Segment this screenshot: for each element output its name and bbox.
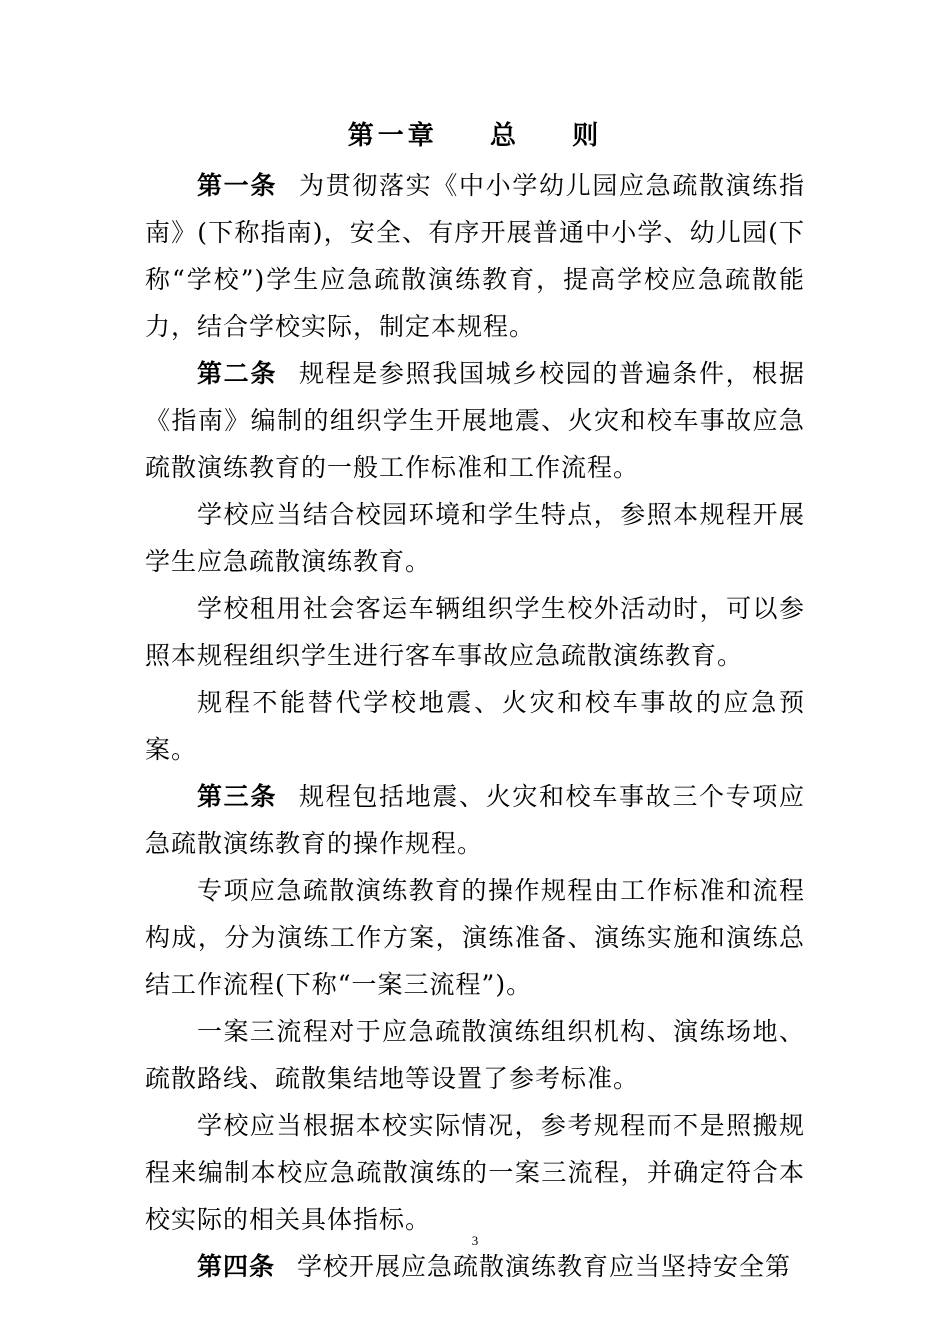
article-2-paragraph bbox=[145, 350, 805, 491]
paragraph-text: 为贯彻落实《中小学幼儿园应急疏散演练指南》(下称指南)，安全、有序开展普通中小学、幼儿园(下称“学校”)学生应急疏散演练教育，提高学校应急疏散能力，结合学校实际，制定本规程。 bbox=[145, 171, 805, 341]
paragraph-text: 规程包括地震、火灾和校车事故三个专项应急疏散演练教育的操作规程。 bbox=[145, 782, 805, 858]
paragraph-text: 学校应当根据本校实际情况，参考规程而不是照搬规程来编制本校应急疏散演练的一案三流程，并确定符合本校实际的相关具体指标。 bbox=[145, 1111, 805, 1234]
paragraph bbox=[145, 585, 805, 679]
article-4-paragraph bbox=[145, 1243, 805, 1290]
paragraph-text: 学校开展应急疏散演练教育应当坚持安全第 bbox=[297, 1252, 792, 1281]
paragraph-text: 专项应急疏散演练教育的操作规程由工作标准和流程构成，分为演练工作方案，演练准备、演练实施和演练总结工作流程(下称“一案三流程”)。 bbox=[145, 876, 805, 999]
paragraph-text: 规程是参照我国城乡校园的普遍条件，根据《指南》编制的组织学生开展地震、火灾和校车事故应急疏散演练教育的一般工作标准和工作流程。 bbox=[145, 359, 805, 482]
page-number: 3 bbox=[471, 1233, 479, 1248]
article-1-paragraph bbox=[145, 162, 805, 350]
article-label: 第一条 bbox=[197, 171, 277, 200]
paragraph bbox=[145, 679, 805, 773]
article-3-paragraph bbox=[145, 773, 805, 867]
article-label: 第二条 bbox=[197, 359, 277, 388]
paragraph bbox=[145, 491, 805, 585]
article-label: 第四条 bbox=[197, 1252, 276, 1281]
paragraph-text: 学校租用社会客运车辆组织学生校外活动时，可以参照本规程组织学生进行客车事故应急疏散演练教育。 bbox=[145, 594, 805, 670]
paragraph bbox=[145, 1008, 805, 1102]
body-text bbox=[145, 162, 805, 1290]
paragraph-text: 一案三流程对于应急疏散演练组织机构、演练场地、疏散路线、疏散集结地等设置了参考标准。 bbox=[145, 1017, 805, 1093]
paragraph-text: 规程不能替代学校地震、火灾和校车事故的应急预案。 bbox=[145, 688, 805, 764]
paragraph-text: 学校应当结合校园环境和学生特点，参照本规程开展学生应急疏散演练教育。 bbox=[145, 500, 805, 576]
paragraph bbox=[145, 1102, 805, 1243]
paragraph bbox=[145, 867, 805, 1008]
chapter-title: 第一章 总 则 bbox=[347, 121, 603, 151]
article-label: 第三条 bbox=[197, 782, 277, 811]
